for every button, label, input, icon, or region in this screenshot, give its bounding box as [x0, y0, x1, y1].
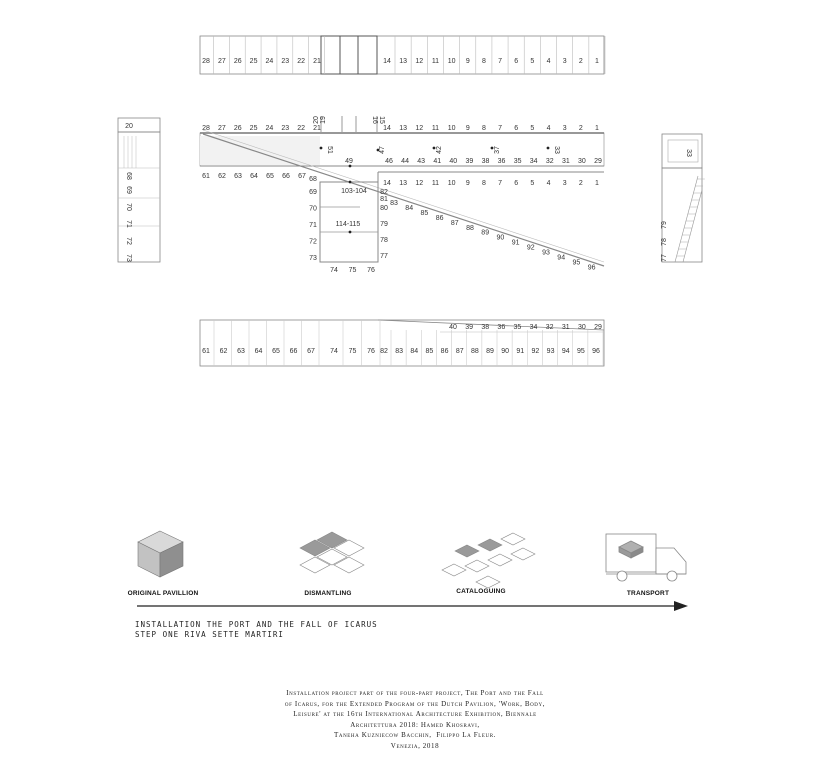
- element-number: 23: [281, 58, 290, 65]
- stage-label: DISMANTLING: [304, 590, 352, 597]
- element-number: 66: [289, 348, 298, 355]
- element-number: 1: [595, 58, 599, 65]
- element-number: 76: [367, 348, 375, 355]
- element-number: 51: [326, 146, 333, 154]
- element-number: 12: [415, 180, 424, 187]
- element-number: 20: [125, 123, 133, 130]
- element-number: 6: [514, 58, 519, 65]
- element-number: 9: [465, 125, 470, 132]
- element-number: 76: [367, 267, 375, 274]
- element-number: 25: [249, 58, 258, 65]
- element-number: 73: [309, 255, 317, 262]
- floor-plan: [200, 116, 604, 274]
- element-number: 2: [578, 58, 583, 65]
- element-number: 33: [685, 149, 692, 157]
- element-number: 89: [481, 229, 490, 237]
- element-number: 69: [125, 186, 132, 194]
- element-number: 27: [217, 125, 226, 132]
- element-number: 75: [348, 348, 357, 355]
- element-number: 78: [661, 238, 668, 246]
- element-number: 64: [254, 348, 263, 355]
- element-number: 32: [545, 324, 554, 331]
- element-number: 7: [498, 125, 503, 132]
- element-number: 9: [465, 180, 470, 187]
- element-number: 3: [562, 180, 567, 187]
- element-number: 36: [497, 158, 506, 165]
- element-number: 68: [125, 172, 132, 180]
- element-number: 34: [529, 158, 538, 165]
- element-number: 24: [265, 58, 274, 65]
- element-number: 74: [330, 267, 338, 274]
- element-number: 30: [577, 324, 586, 331]
- stage-dismantling-icon: [300, 532, 364, 573]
- element-number: 67: [307, 348, 315, 355]
- element-number: 74: [330, 348, 338, 355]
- element-number: 90: [501, 348, 510, 355]
- element-number: 68: [309, 176, 317, 183]
- element-number: 32: [545, 158, 554, 165]
- element-number: 84: [410, 348, 419, 355]
- credits-line: Leisure' at the 16th International Architecture Exhibition, Biennale: [293, 710, 537, 718]
- element-number: 79: [380, 221, 388, 228]
- element-number: 79: [661, 221, 668, 229]
- element-number: 95: [576, 348, 585, 355]
- element-number: 16: [371, 116, 378, 124]
- element-number: 71: [125, 220, 132, 228]
- element-number: 84: [405, 204, 414, 212]
- caption-line-1: INSTALLATION THE PORT AND THE FALL OF ICARUS: [135, 620, 378, 629]
- element-number: 41: [433, 158, 442, 165]
- credits-date: Venezia, 2018: [390, 741, 440, 750]
- element-number: 39: [465, 324, 474, 331]
- element-number: 35: [513, 324, 522, 331]
- element-number: 82: [380, 348, 388, 355]
- element-number: 3: [562, 58, 567, 65]
- stage-label: ORIGINAL PAVILLION: [127, 590, 199, 597]
- element-number: 31: [561, 158, 570, 165]
- element-number: 7: [498, 180, 503, 187]
- element-number: 21: [313, 58, 321, 65]
- credits-line: Architettura 2018: Hamed Khosravi,: [350, 720, 480, 729]
- element-number: 14: [383, 180, 391, 187]
- room-label: 103-104: [341, 188, 367, 195]
- element-number: 47: [379, 146, 386, 154]
- element-number: 13: [399, 125, 408, 132]
- element-number: 5: [530, 180, 535, 187]
- element-number: 86: [435, 214, 444, 222]
- element-number: 8: [481, 125, 486, 132]
- credits-line: of Icarus, for the Extended Program of the Dutch Pavilion, 'Work, Body,: [284, 699, 546, 708]
- installation-caption: [135, 620, 378, 640]
- element-number: 11: [431, 58, 440, 65]
- bottom-elevation-strip: [200, 320, 604, 366]
- element-number: 86: [440, 348, 449, 355]
- element-number: 81: [380, 196, 388, 203]
- element-number: 21: [313, 125, 321, 132]
- element-number: 38: [481, 324, 490, 331]
- element-number: 93: [542, 249, 550, 257]
- element-number: 31: [561, 324, 570, 331]
- element-number: 3: [562, 125, 567, 132]
- element-number: 38: [481, 158, 490, 165]
- stage-cataloguing-icon: [442, 533, 535, 588]
- element-number: 66: [282, 173, 290, 180]
- element-number: 70: [125, 203, 132, 211]
- element-number: 6: [514, 180, 519, 187]
- element-number: 1: [595, 125, 599, 132]
- stage-label: CATALOGUING: [456, 588, 506, 595]
- element-number: 9: [465, 58, 470, 65]
- room-label: 114-115: [335, 221, 361, 228]
- element-number: 80: [380, 205, 388, 212]
- caption-line-2: STEP ONE RIVA SETTE MARTIRI: [135, 630, 284, 639]
- element-number: 40: [449, 158, 458, 165]
- left-elevation: [118, 118, 160, 262]
- element-number: 2: [578, 125, 583, 132]
- element-number: 70: [309, 205, 317, 213]
- element-number: 95: [572, 259, 581, 267]
- element-number: 44: [401, 158, 409, 165]
- element-number: 11: [431, 125, 440, 132]
- element-number: 5: [530, 125, 535, 132]
- element-number: 33: [553, 146, 560, 154]
- element-number: 30: [578, 158, 586, 165]
- element-number: 19: [320, 116, 327, 124]
- element-number: 40: [449, 324, 457, 331]
- element-number: 94: [557, 254, 566, 262]
- element-number: 11: [431, 180, 440, 187]
- element-number: 77: [661, 254, 668, 262]
- stage-original-pavillion-icon: [138, 531, 183, 577]
- element-number: 65: [272, 348, 280, 355]
- element-number: 26: [233, 58, 242, 65]
- element-number: 10: [447, 58, 456, 65]
- element-number: 77: [380, 253, 388, 260]
- element-number: 67: [298, 173, 306, 180]
- element-number: 13: [399, 58, 408, 65]
- element-number: 83: [390, 200, 398, 207]
- top-elevation-strip: [200, 36, 605, 74]
- element-number: 15: [378, 116, 385, 124]
- element-number: 61: [202, 173, 210, 180]
- element-number: 29: [594, 324, 602, 331]
- element-number: 42: [436, 146, 443, 154]
- element-number: 63: [237, 348, 245, 355]
- element-number: 72: [125, 237, 132, 245]
- element-number: 93: [546, 348, 555, 355]
- element-number: 82: [380, 189, 388, 196]
- element-number: 83: [395, 348, 404, 355]
- element-number: 6: [514, 125, 519, 132]
- element-number: 28: [202, 58, 210, 65]
- element-number: 10: [447, 180, 456, 187]
- element-number: 34: [529, 324, 538, 331]
- element-number: 92: [526, 244, 535, 252]
- stage-transport-truck-icon: [606, 534, 686, 581]
- element-number: 13: [399, 180, 408, 187]
- element-number: 26: [233, 125, 242, 132]
- element-number: 49: [345, 158, 353, 165]
- element-number: 4: [546, 180, 551, 187]
- element-number: 4: [546, 125, 551, 132]
- element-number: 64: [250, 173, 258, 180]
- element-number: 24: [265, 125, 274, 132]
- stage-label: TRANSPORT: [626, 590, 670, 597]
- element-number: 71: [309, 222, 317, 229]
- element-number: 87: [455, 348, 464, 355]
- element-number: 1: [595, 180, 599, 187]
- element-number: 88: [470, 348, 479, 355]
- element-number: 94: [561, 348, 570, 355]
- element-number: 43: [417, 158, 426, 165]
- element-number: 63: [234, 173, 242, 180]
- element-number: 85: [420, 209, 429, 217]
- element-number: 91: [511, 239, 520, 247]
- element-number: 62: [218, 173, 226, 180]
- element-number: 36: [497, 324, 506, 331]
- element-number: 96: [587, 264, 596, 272]
- element-number: 35: [513, 158, 522, 165]
- element-number: 37: [494, 146, 501, 154]
- element-number: 29: [594, 158, 602, 165]
- element-number: 89: [486, 348, 494, 355]
- timeline-arrow: [137, 601, 688, 611]
- right-elevation: [661, 134, 705, 262]
- element-number: 92: [531, 348, 540, 355]
- element-number: 65: [266, 173, 274, 180]
- element-number: 91: [516, 348, 525, 355]
- element-number: 78: [380, 237, 388, 244]
- element-number: 69: [309, 189, 317, 196]
- element-number: 5: [530, 58, 535, 65]
- element-number: 25: [249, 125, 258, 132]
- element-number: 22: [297, 125, 306, 132]
- element-number: 28: [202, 125, 210, 132]
- element-number: 85: [425, 348, 434, 355]
- element-number: 23: [281, 125, 290, 132]
- element-number: 4: [546, 58, 551, 65]
- element-number: 8: [481, 58, 486, 65]
- element-number: 12: [415, 58, 424, 65]
- element-number: 75: [348, 267, 357, 274]
- element-number: 46: [385, 158, 393, 165]
- element-number: 2: [578, 180, 583, 187]
- element-number: 22: [297, 58, 306, 65]
- element-number: 14: [383, 125, 391, 132]
- element-number: 7: [498, 58, 503, 65]
- element-number: 72: [309, 238, 317, 246]
- element-number: 87: [450, 219, 459, 227]
- element-number: 20: [313, 116, 320, 124]
- project-credits: [200, 688, 630, 751]
- element-number: 90: [496, 234, 505, 242]
- element-number: 14: [383, 58, 391, 65]
- element-number: 88: [466, 224, 474, 232]
- credits-line: Taneha Kuzniecow Bacchin, Filippo La Fleur.: [333, 731, 496, 739]
- element-number: 39: [465, 158, 474, 165]
- element-number: 96: [592, 348, 600, 355]
- element-number: 73: [125, 254, 132, 262]
- element-number: 12: [415, 125, 424, 132]
- element-number: 61: [202, 348, 210, 355]
- element-number: 27: [217, 58, 226, 65]
- credits-line: Installation project part of the four-part project, The Port and the Fall: [286, 689, 544, 697]
- element-number: 10: [447, 125, 456, 132]
- element-number: 62: [219, 348, 228, 355]
- element-number: 8: [481, 180, 486, 187]
